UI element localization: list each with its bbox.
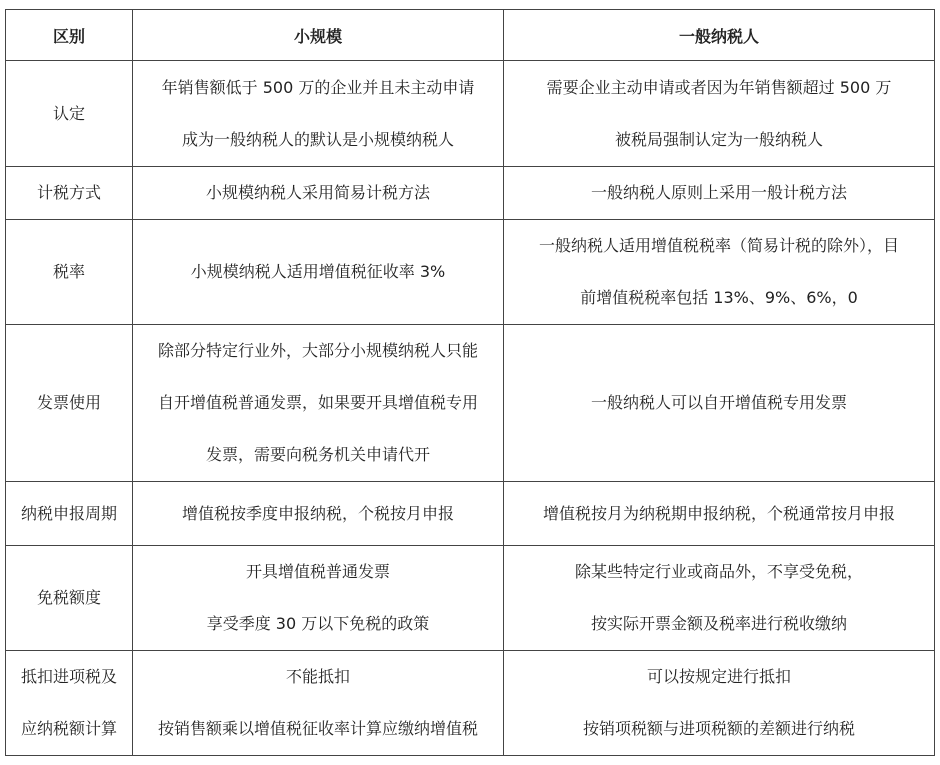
row-label <box>6 651 133 756</box>
cell-line: 除部分特定行业外，大部分小规模纳税人只能 <box>157 341 478 360</box>
small-scale-cell <box>133 482 504 546</box>
cell-line: 年销售额低于 500 万的企业并且未主动申请 <box>161 77 475 97</box>
cell-line: 小规模纳税人适用增值税征收率 3% <box>190 262 446 281</box>
table-row <box>6 220 935 325</box>
table-row <box>6 546 935 651</box>
label-line: 纳税申报周期 <box>20 503 117 523</box>
general-taxpayer-cell <box>504 482 935 546</box>
cell-line: 开具增值税普通发票 <box>245 562 390 581</box>
table-row <box>6 651 935 756</box>
small-scale-cell <box>133 167 504 220</box>
cell-line: 按销项税额与进项税额的差额进行纳税 <box>582 719 855 738</box>
label-line: 认定 <box>52 103 85 123</box>
cell-line: 自开增值税普通发票，如果要开具增值税专用 <box>157 393 478 412</box>
cell-line: 可以按规定进行抵扣 <box>646 667 791 686</box>
comparison-table <box>5 9 935 756</box>
label-line: 计税方式 <box>36 183 101 202</box>
label-line: 抵扣进项税及 <box>20 667 117 686</box>
cell-line: 成为一般纳税人的默认是小规模纳税人 <box>181 129 454 149</box>
cell-line: 一般纳税人可以自开增值税专用发票 <box>590 393 847 412</box>
row-label <box>6 220 133 325</box>
table-row <box>6 167 935 220</box>
cell-line: 享受季度 30 万以下免税的政策 <box>206 614 430 633</box>
general-taxpayer-cell <box>504 546 935 651</box>
cell-line: 前增值税税率包括 13%、9%、6%，0 <box>580 288 858 307</box>
general-taxpayer-cell <box>504 167 935 220</box>
cell-line: 一般纳税人适用增值税税率（简易计税的除外），目 <box>538 236 899 255</box>
general-taxpayer-cell <box>504 220 935 325</box>
header-category: 区别 <box>6 10 133 61</box>
label-line: 免税额度 <box>36 588 101 607</box>
table-row <box>6 325 935 482</box>
cell-line: 一般纳税人原则上采用一般计税方法 <box>590 183 847 202</box>
cell-line: 发票，需要向税务机关申请代开 <box>205 445 430 464</box>
cell-line: 增值税按月为纳税期申报纳税，个税通常按月申报 <box>542 503 895 523</box>
header-row <box>6 10 935 61</box>
small-scale-cell <box>133 61 504 167</box>
table-row <box>6 482 935 546</box>
cell-line: 除某些特定行业或商品外，不享受免税， <box>574 562 863 581</box>
header-general-taxpayer: 一般纳税人 <box>504 10 935 61</box>
table-row <box>6 61 935 167</box>
header-small-scale: 小规模 <box>133 10 504 61</box>
general-taxpayer-cell <box>504 325 935 482</box>
cell-line: 增值税按季度申报纳税，个税按月申报 <box>181 503 454 523</box>
small-scale-cell <box>133 220 504 325</box>
label-line: 应纳税额计算 <box>20 719 117 738</box>
small-scale-cell <box>133 651 504 756</box>
cell-line: 按销售额乘以增值税征收率计算应缴纳增值税 <box>157 719 478 738</box>
cell-line: 需要企业主动申请或者因为年销售额超过 500 万 <box>546 77 892 97</box>
row-label <box>6 546 133 651</box>
general-taxpayer-cell <box>504 651 935 756</box>
general-taxpayer-cell <box>504 61 935 167</box>
cell-line: 不能抵扣 <box>285 667 350 686</box>
small-scale-cell <box>133 325 504 482</box>
row-label <box>6 61 133 167</box>
cell-line: 小规模纳税人采用简易计税方法 <box>205 183 430 202</box>
cell-line: 按实际开票金额及税率进行税收缴纳 <box>590 614 847 633</box>
row-label <box>6 482 133 546</box>
row-label <box>6 325 133 482</box>
cell-line: 被税局强制认定为一般纳税人 <box>614 129 823 149</box>
label-line: 发票使用 <box>36 393 101 412</box>
label-line: 税率 <box>52 262 85 281</box>
row-label <box>6 167 133 220</box>
small-scale-cell <box>133 546 504 651</box>
